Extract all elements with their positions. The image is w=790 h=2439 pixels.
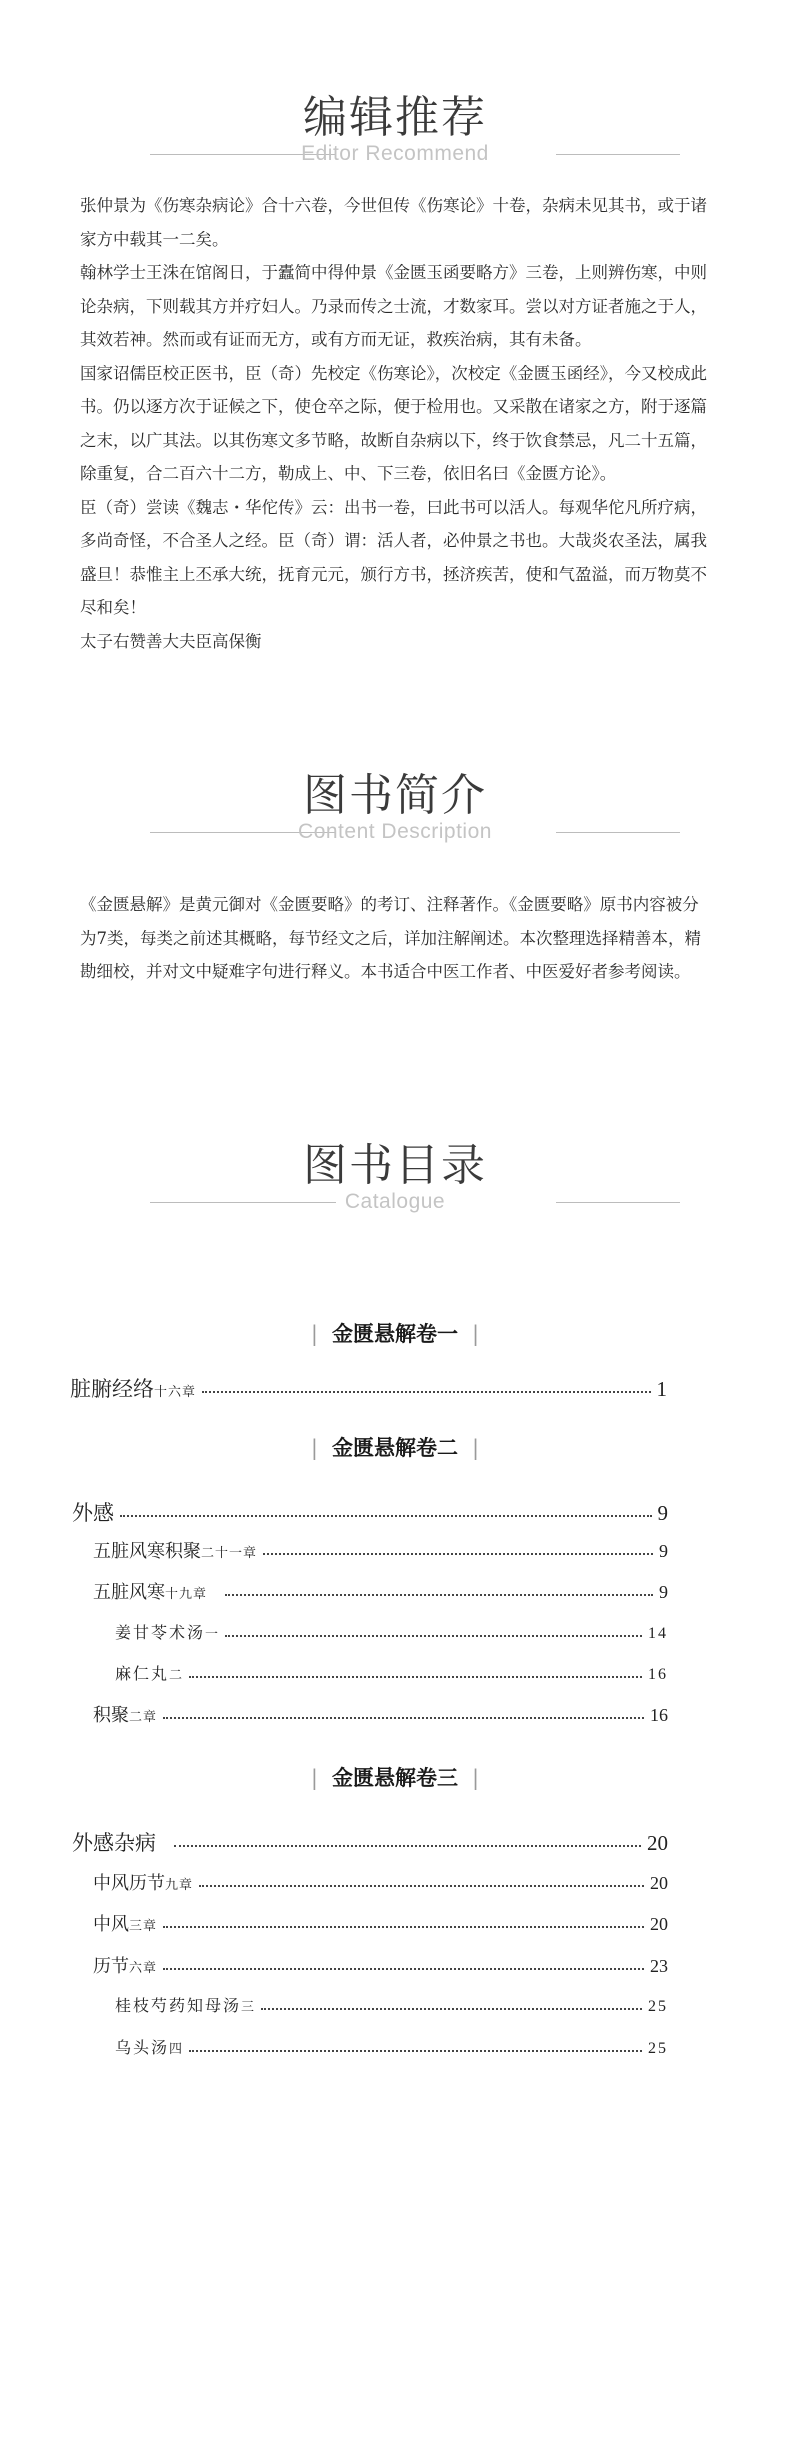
content-text [80, 888, 710, 989]
content-section-title: 图书简介 [303, 770, 487, 821]
volume-title: | 金匮悬解卷一 | [310, 1321, 480, 1346]
toc-entry[interactable]: 脏腑经络 十六章 1 [70, 1377, 667, 1401]
toc-entry[interactable]: 乌头汤 四 25 [115, 2038, 668, 2057]
toc-entry[interactable]: 积聚 二章 16 [93, 1705, 668, 1726]
toc-entry[interactable]: 五脏风寒 十九章 9 [93, 1582, 668, 1603]
editor-paragraph: 国家诏儒臣校正医书，臣（奇）先校定《伤寒论》，次校定《金匮玉函经》，今又校成此书。仍以逐方次于证候之下，使仓卒之际，便于检用也。又采散在诸家之方，附于逐篇之末，以广其法。以其伤寒文多节略，故断自杂病以下，终于饮食禁忌，凡二十五篇，除重复，合二百六十二方，勒成上、中、下三卷，依旧名曰《金匮方论》。 [80, 363, 707, 483]
editor-section-header [0, 90, 790, 180]
editor-signature: 太子右赞善大夫臣高保衡 [80, 631, 262, 651]
editor-paragraph: 臣（奇）尝读《魏志・华佗传》云：出书一卷，曰此书可以活人。每观华佗凡所疗病，多尚奇怪，不合圣人之经。臣（奇）谓：活人者，必仲景之书也。大哉炎农圣法，属我盛旦！恭惟主上丕承大统，抚育元元，颁行方书，拯济疾苦，使和气盈溢，而万物莫不尽和矣！ [80, 497, 707, 617]
content-section-subtitle: Content Description [298, 820, 492, 843]
toc-entry[interactable]: 桂枝芍药知母汤 三 25 [115, 1996, 668, 2015]
editor-paragraph: 翰林学士王洙在馆阁日，于蠹简中得仲景《金匮玉函要略方》三卷，上则辨伤寒，中则论杂病，下则载其方并疗妇人。乃录而传之士流，才数家耳。尝以对方证者施之于人，其效若神。然而或有证而无方，或有方而无证，救疾治病，其有未备。 [80, 263, 707, 349]
volume-title: | 金匮悬解卷二 | [310, 1435, 480, 1460]
catalogue-section-subtitle: Catalogue [344, 1190, 446, 1213]
toc-entry[interactable]: 外感杂病 20 [72, 1831, 668, 1855]
volume-title: | 金匮悬解卷三 | [310, 1765, 480, 1790]
toc-entry[interactable]: 中风历节 九章 20 [93, 1873, 668, 1894]
toc-entry[interactable]: 姜甘苓术汤 一 14 [115, 1623, 668, 1642]
toc-entry[interactable]: 麻仁丸 二 16 [115, 1664, 668, 1683]
editor-text [80, 189, 710, 658]
content-section-header [0, 768, 790, 858]
editor-section-subtitle: Editor Recommend [301, 142, 489, 165]
editor-paragraph: 张仲景为《伤寒杂病论》合十六卷，今世但传《伤寒论》十卷，杂病未见其书，或于诸家方中载其一二矣。 [80, 196, 707, 249]
toc-entry[interactable]: 五脏风寒积聚 二十一章 9 [93, 1541, 668, 1562]
toc-entry[interactable]: 外感 9 [72, 1501, 668, 1525]
editor-section-title: 编辑推荐 [303, 92, 487, 143]
catalogue-section-header [0, 1138, 790, 1228]
catalogue-section-title: 图书目录 [303, 1140, 487, 1191]
content-paragraph: 《金匮悬解》是黄元御对《金匮要略》的考订、注释著作。《金匮要略》原书内容被分为7类，每类之前述其概略，每节经文之后，详加注解阐述。本次整理选择精善本，精勘细校，并对文中疑难字句进行释义。本书适合中医工作者、中医爱好者参考阅读。 [80, 895, 701, 981]
toc-entry[interactable]: 历节 六章 23 [93, 1956, 668, 1977]
toc-entry[interactable]: 中风 三章 20 [93, 1914, 668, 1935]
